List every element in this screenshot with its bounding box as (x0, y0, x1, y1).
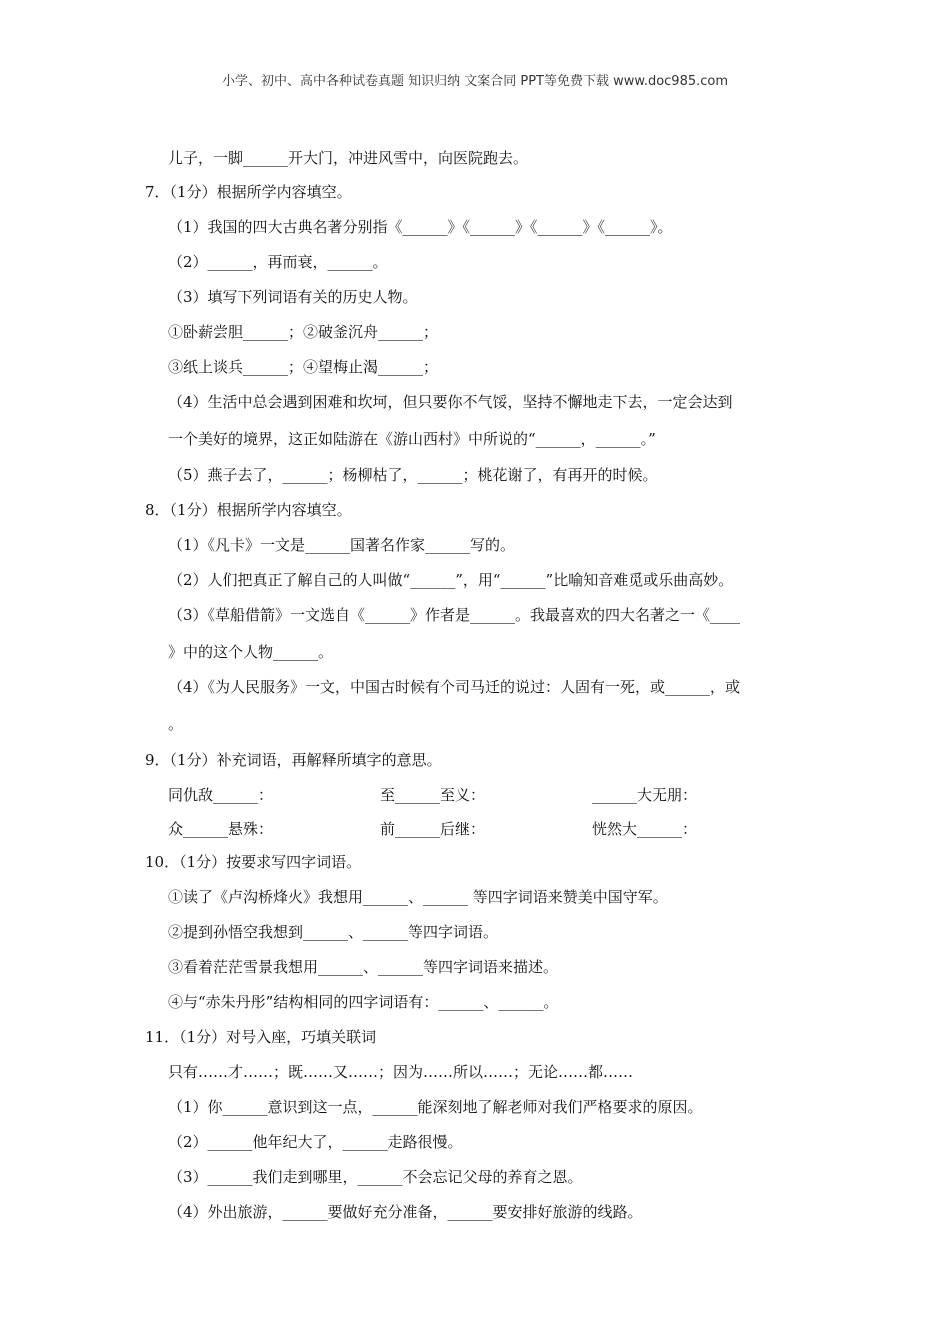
q7-part3: （3）填写下列词语有关的历史人物。 (168, 288, 418, 306)
q11-options: 只有……才……；既……又……；因为……所以……；无论……都…… (168, 1063, 634, 1081)
q7-part2: （2）______，再而衰，______。 (168, 253, 388, 271)
q11-part4: （4）外出旅游，______要做好充分准备，______要安排好旅游的线路。 (168, 1203, 643, 1221)
q11-part3: （3）______我们走到哪里，______不会忘记父母的养育之恩。 (168, 1168, 583, 1186)
q7-part4-line2: 一个美好的境界，这正如陆游在《游山西村》中所说的“______，______。” (168, 430, 656, 448)
q9-cell-1-1: 同仇敌______： (168, 786, 274, 804)
q8-part3-line1: （3）《草船借箭》一文选自《______》作者是______。我最喜欢的四大名著之一《____ (168, 606, 741, 624)
q9-cell-2-2: 前______后继： (380, 820, 486, 838)
q10-item1: ①读了《卢沟桥烽火》我想用______、______ 等四字词语来赞美中国守军。 (168, 888, 668, 906)
q10-item3: ③看着茫茫雪景我想用______、______等四字词语来描述。 (168, 958, 559, 976)
q7-heading: 7．（1分）根据所学内容填空。 (145, 183, 352, 201)
q7-part3-row2: ③纸上谈兵______；④望梅止渴______； (168, 358, 439, 376)
q8-part2: （2）人们把真正了解自己的人叫做“______”，用“______”比喻知音难觅或乐曲高妙。 (168, 571, 734, 589)
q7-part4-line1: （4）生活中总会遇到困难和坎坷，但只要你不气馁，坚持不懈地走下去，一定会达到 (168, 393, 733, 411)
q11-heading: 11．（1分）对号入座，巧填关联词 (145, 1028, 377, 1046)
q7-part3-row1: ①卧薪尝胆______；②破釜沉舟______； (168, 323, 439, 341)
q8-part3-line2: 》中的这个人物______。 (168, 643, 334, 661)
q9-cell-2-1: 众______悬殊： (168, 820, 274, 838)
q10-item2: ②提到孙悟空我想到______、______等四字词语。 (168, 923, 499, 941)
q11-part2: （2）______他年纪大了，______走路很慢。 (168, 1133, 463, 1151)
q9-cell-1-3: ______大无朋： (592, 786, 698, 804)
q8-part4-line1: （4）《为人民服务》一文，中国古时候有个司马迁的说过：人固有一死，或______，或 (168, 678, 741, 696)
q9-cell-2-3: 恍然大______： (592, 820, 698, 838)
q10-item4: ④与“赤朱丹彤”结构相同的四字词语有：______、______。 (168, 993, 559, 1011)
q9-heading: 9．（1分）补充词语，再解释所填字的意思。 (145, 751, 442, 769)
q8-heading: 8．（1分）根据所学内容填空。 (145, 501, 352, 519)
q8-part1: （1）《凡卡》一文是______国著名作家______写的。 (168, 536, 516, 554)
q7-part5: （5）燕子去了，______；杨柳枯了，______；桃花谢了，有再开的时候。 (168, 466, 658, 484)
q10-heading: 10．（1分）按要求写四字词语。 (145, 853, 362, 871)
q6-text-line: 儿子，一脚______开大门，冲进风雪中，向医院跑去。 (168, 149, 529, 167)
q11-part1: （1）你______意识到这一点，______能深刻地了解老师对我们严格要求的原因。 (168, 1098, 703, 1116)
q7-part1: （1）我国的四大古典名著分别指《______》《______》《______》《______》。 (168, 218, 673, 236)
q8-part4-line2: 。 (168, 715, 184, 733)
q9-cell-1-2: 至______至义： (380, 786, 486, 804)
page-header: 小学、初中、高中各种试卷真题 知识归纳 文案合同 PPT等免费下载 www.doc985.com (221, 74, 729, 89)
